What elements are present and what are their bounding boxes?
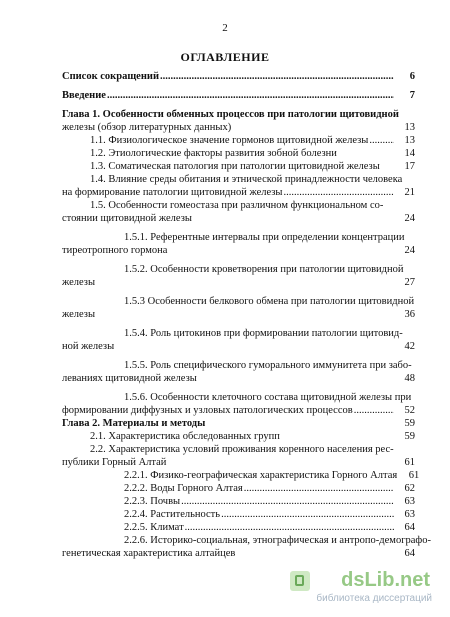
dot-leader [107, 89, 394, 102]
toc-entry-2-2-5[interactable] [62, 521, 415, 534]
toc-page-number: 14 [404, 148, 415, 159]
dot-leader [354, 404, 394, 417]
toc-page-number: 24 [404, 245, 415, 256]
toc-entry-text: 1.5.4. Роль цитокинов при формировании патологии щитовид- [124, 328, 403, 339]
toc-entry-text: 1.5.6. Особенности клеточного состава щитовидной железы при [124, 392, 412, 403]
toc-page-number: 62 [404, 483, 415, 494]
toc-page-number: 13 [404, 135, 415, 146]
toc-entry-text-cont: генетическая характеристика алтайцев [62, 548, 236, 559]
toc-entry-2-2-2[interactable] [62, 482, 415, 495]
toc-entry-1-1[interactable] [62, 134, 415, 147]
toc-page-number: 7 [409, 90, 415, 101]
dot-leader [160, 70, 394, 83]
toc-page-number: 24 [404, 213, 415, 224]
toc-entry-1-5-1[interactable] [62, 231, 415, 257]
toc-entry-introduction[interactable] [62, 89, 415, 102]
toc-entry-text-cont: железы (обзор литературных данных) [62, 122, 232, 133]
toc-page-number: 63 [404, 496, 415, 507]
toc-page-number: 36 [404, 309, 415, 320]
toc-entry-text: 1.1. Физиологическое значение гормонов щитовидной железы [90, 135, 369, 146]
toc-page-number: 61 [408, 470, 420, 481]
toc-entry-text: 1.5. Особенности гомеостаза при различном функциональном со- [90, 200, 384, 211]
toc-entry-text-cont: тиреотропного гормона [62, 245, 168, 256]
page-title: ОГЛАВЛЕНИЕ [180, 50, 270, 64]
toc-entry-text-cont: леваниях щитовидной железы [62, 373, 197, 384]
toc-entry-text: 2.2.4. Растительность [124, 509, 221, 520]
toc-entry-chapter-1[interactable] [62, 108, 415, 134]
toc-page-number: 52 [404, 405, 415, 416]
toc-entry-text: Список сокращений [62, 71, 159, 82]
toc-entry-text-cont: публики Горный Алтай [62, 457, 167, 468]
toc-entry-text: Глава 1. Особенности обменных процессов при патологии щитовидной [62, 109, 399, 120]
toc-page-number: 59 [404, 418, 415, 429]
toc-entry-1-5-6[interactable] [62, 391, 415, 417]
toc-entry-text-cont: железы [62, 277, 96, 288]
toc-page-number: 42 [404, 341, 415, 352]
toc-entry-text: 1.5.5. Роль специфического гуморального иммунитета при забо- [124, 360, 412, 371]
toc-entry-text: 1.2. Этиологические факторы развития зобной болезни [90, 148, 337, 159]
toc-entry-text: 2.2.1. Физико-географическая характеристика Горного Алтая [124, 470, 398, 481]
dot-leader [185, 521, 394, 534]
watermark [236, 571, 436, 605]
toc-entry-text-cont: на формирование патологии щитовидной железы [62, 187, 283, 198]
book-icon [290, 571, 310, 591]
toc-entry-text: 2.2.2. Воды Горного Алтая [124, 483, 243, 494]
dot-leader [369, 134, 394, 147]
toc-entry-text: 2.2.5. Климат [124, 522, 184, 533]
toc-entry-text-cont: формировании диффузных и узловых патологических процессов [62, 405, 353, 416]
watermark-title: dsLib.net [341, 569, 430, 591]
dot-leader [181, 495, 394, 508]
toc-page-number: 63 [404, 509, 415, 520]
toc-entry-1-5-5[interactable] [62, 359, 415, 385]
toc-entry-text: 1.5.3 Особенности белкового обмена при патологии щитовидной [124, 296, 415, 307]
toc-entry-2-1[interactable] [62, 430, 415, 443]
table-of-contents [62, 70, 431, 560]
toc-page-number: 48 [404, 373, 415, 384]
toc-entry-1-3[interactable] [62, 160, 415, 173]
toc-entry-2-2-6[interactable] [62, 534, 431, 560]
toc-entry-text: 1.4. Влияние среды обитания и этнической принадлежности человека [90, 174, 403, 185]
toc-page-number: 64 [404, 522, 415, 533]
toc-entry-1-5-2[interactable] [62, 263, 415, 289]
toc-entry-1-5[interactable] [62, 199, 415, 225]
toc-entry-text: 1.5.1. Референтные интервалы при определении концентрации [124, 232, 405, 243]
toc-entry-2-2-3[interactable] [62, 495, 415, 508]
toc-page-number: 64 [404, 548, 415, 559]
toc-page-number: 6 [409, 71, 415, 82]
toc-entry-text: 2.2.6. Историко-социальная, этнографическая и антропо-демографо- [124, 535, 431, 546]
toc-entry-text-cont: железы [62, 309, 96, 320]
toc-page-number: 13 [404, 122, 415, 133]
toc-entry-abbreviations[interactable] [62, 70, 415, 83]
toc-page-number: 27 [404, 277, 415, 288]
toc-entry-2-2[interactable] [62, 443, 415, 469]
toc-entry-text-cont: стоянии щитовидной железы [62, 213, 192, 224]
toc-entry-text: 2.1. Характеристика обследованных групп [90, 431, 280, 442]
toc-entry-text: 2.2. Характеристика условий проживания коренного населения рес- [90, 444, 394, 455]
watermark-subtitle: библиотека диссертаций [316, 593, 432, 604]
toc-page-number: 17 [404, 161, 415, 172]
page-number: 2 [222, 22, 228, 34]
toc-page-number: 59 [404, 431, 415, 442]
dot-leader [221, 508, 394, 521]
toc-entry-text: Глава 2. Материалы и методы [62, 418, 206, 429]
toc-page-number: 21 [404, 187, 415, 198]
toc-entry-text: 1.3. Соматическая патология при патологии щитовидной железы [90, 161, 380, 172]
toc-entry-1-4[interactable] [62, 173, 415, 199]
toc-entry-chapter-2[interactable] [62, 417, 415, 430]
toc-entry-text: 1.5.2. Особенности кроветворения при патологии щитовидной [124, 264, 404, 275]
toc-entry-2-2-1[interactable] [62, 469, 420, 482]
toc-entry-2-2-4[interactable] [62, 508, 415, 521]
dot-leader [244, 482, 394, 495]
toc-entry-1-5-4[interactable] [62, 327, 415, 353]
toc-entry-text-cont: ной железы [62, 341, 115, 352]
toc-entry-text: Введение [62, 90, 106, 101]
toc-page-number: 61 [404, 457, 415, 468]
toc-entry-1-5-3[interactable] [62, 295, 415, 321]
toc-entry-1-2[interactable] [62, 147, 415, 160]
toc-entry-text: 2.2.3. Почвы [124, 496, 181, 507]
dot-leader [284, 186, 395, 199]
